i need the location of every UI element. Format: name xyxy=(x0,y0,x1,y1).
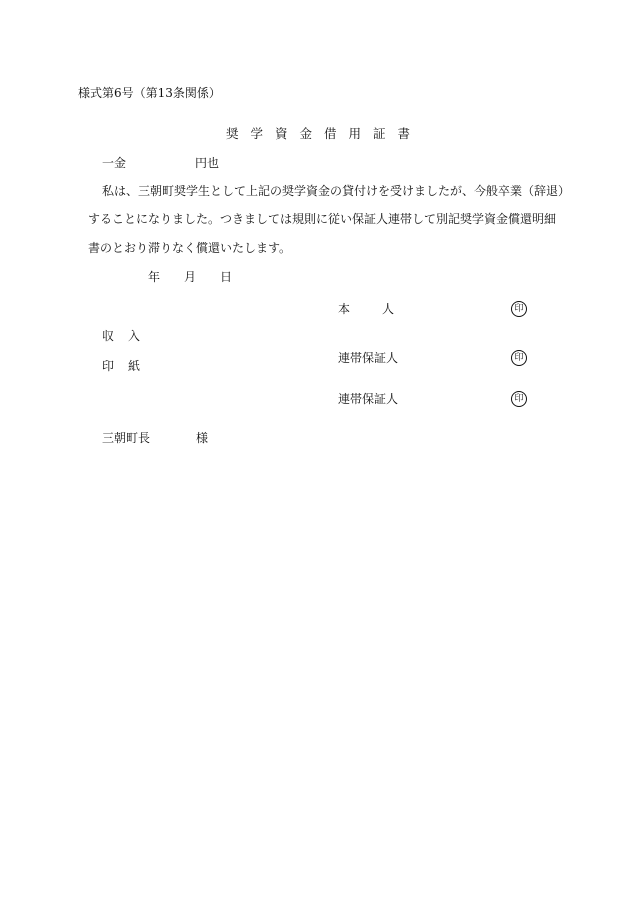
date-year: 年 xyxy=(148,270,161,284)
amount-suffix: 円也 xyxy=(195,156,220,170)
date-day: 日 xyxy=(220,270,233,284)
revenue-stamp-line-2: 印紙 xyxy=(102,359,155,373)
form-number: 様式第6号（第13条関係） xyxy=(78,86,221,100)
principal-label: 本 人 xyxy=(338,302,405,316)
document-title: 奨学資金借用証書 xyxy=(226,126,423,141)
body-line-2: することになりました。つきましては規則に従い保証人連帯して別記奨学資金償還明細 xyxy=(88,212,557,226)
body-line-1: 私は、三朝町奨学生として上記の奨学資金の貸付けを受けましたが、今般卒業（辞退） xyxy=(102,184,571,198)
body-line-3: 書のとおり滞りなく償還いたします。 xyxy=(88,241,292,255)
seal-mark-guarantor-2: 印 xyxy=(511,391,527,407)
seal-mark-guarantor-1: 印 xyxy=(511,350,527,366)
amount-prefix: 一金 xyxy=(102,156,127,170)
guarantor-2-label: 連帯保証人 xyxy=(338,392,399,406)
addressee-honorific: 様 xyxy=(196,431,209,445)
guarantor-1-label: 連帯保証人 xyxy=(338,351,399,365)
seal-mark-principal: 印 xyxy=(511,301,527,317)
addressee-name: 三朝町長 xyxy=(102,431,151,445)
revenue-stamp-line-1: 収入 xyxy=(102,329,155,343)
date-month: 月 xyxy=(184,270,197,284)
